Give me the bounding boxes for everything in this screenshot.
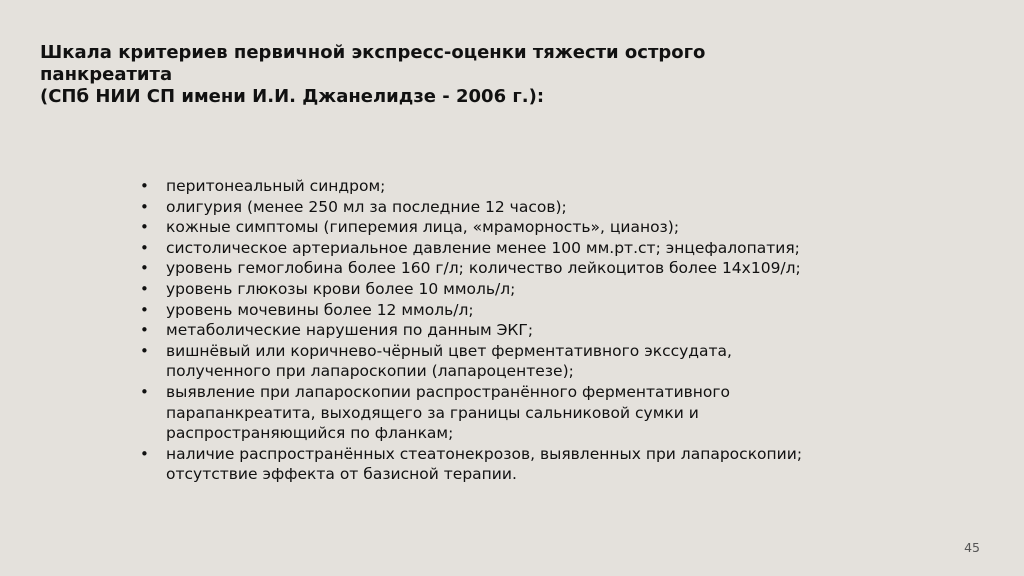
criteria-item: • выявление при лапароскопии распространённого ферментативного парапанкреатита, выходящего за границы сальниковой сумки и распространяющийся по фланкам; bbox=[140, 382, 820, 444]
page-number: 45 bbox=[964, 540, 980, 555]
criteria-item: • систолическое артериальное давление менее 100 мм.рт.ст; энцефалопатия; bbox=[140, 238, 820, 259]
criteria-item: • метаболические нарушения по данным ЭКГ; bbox=[140, 320, 820, 341]
title-line-2: панкреатита bbox=[40, 64, 173, 85]
criteria-item: • перитонеальный синдром; bbox=[140, 176, 820, 197]
title-line-1: Шкала критериев первичной экспресс-оценки тяжести острого bbox=[40, 42, 706, 63]
criteria-item: • кожные симптомы (гиперемия лица, «мраморность», цианоз); bbox=[140, 217, 820, 238]
criteria-item: • олигурия (менее 250 мл за последние 12 часов); bbox=[140, 197, 820, 218]
criteria-item: • наличие распространённых стеатонекрозов, выявленных при лапароскопии; отсутствие эффекта от базисной терапии. bbox=[140, 444, 820, 485]
slide-title bbox=[40, 42, 940, 108]
criteria-item: • вишнёвый или коричнево-чёрный цвет ферментативного экссудата, полученного при лапароскопии (лапароцентезе); bbox=[140, 341, 820, 382]
title-line-3: (СПб НИИ СП имени И.И. Джанелидзе - 2006 г.): bbox=[40, 86, 545, 107]
criteria-item: • уровень глюкозы крови более 10 ммоль/л; bbox=[140, 279, 820, 300]
criteria-list bbox=[140, 176, 820, 485]
criteria-item: • уровень мочевины более 12 ммоль/л; bbox=[140, 300, 820, 321]
criteria-item: • уровень гемоглобина более 160 г/л; количество лейкоцитов более 14х109/л; bbox=[140, 258, 820, 279]
